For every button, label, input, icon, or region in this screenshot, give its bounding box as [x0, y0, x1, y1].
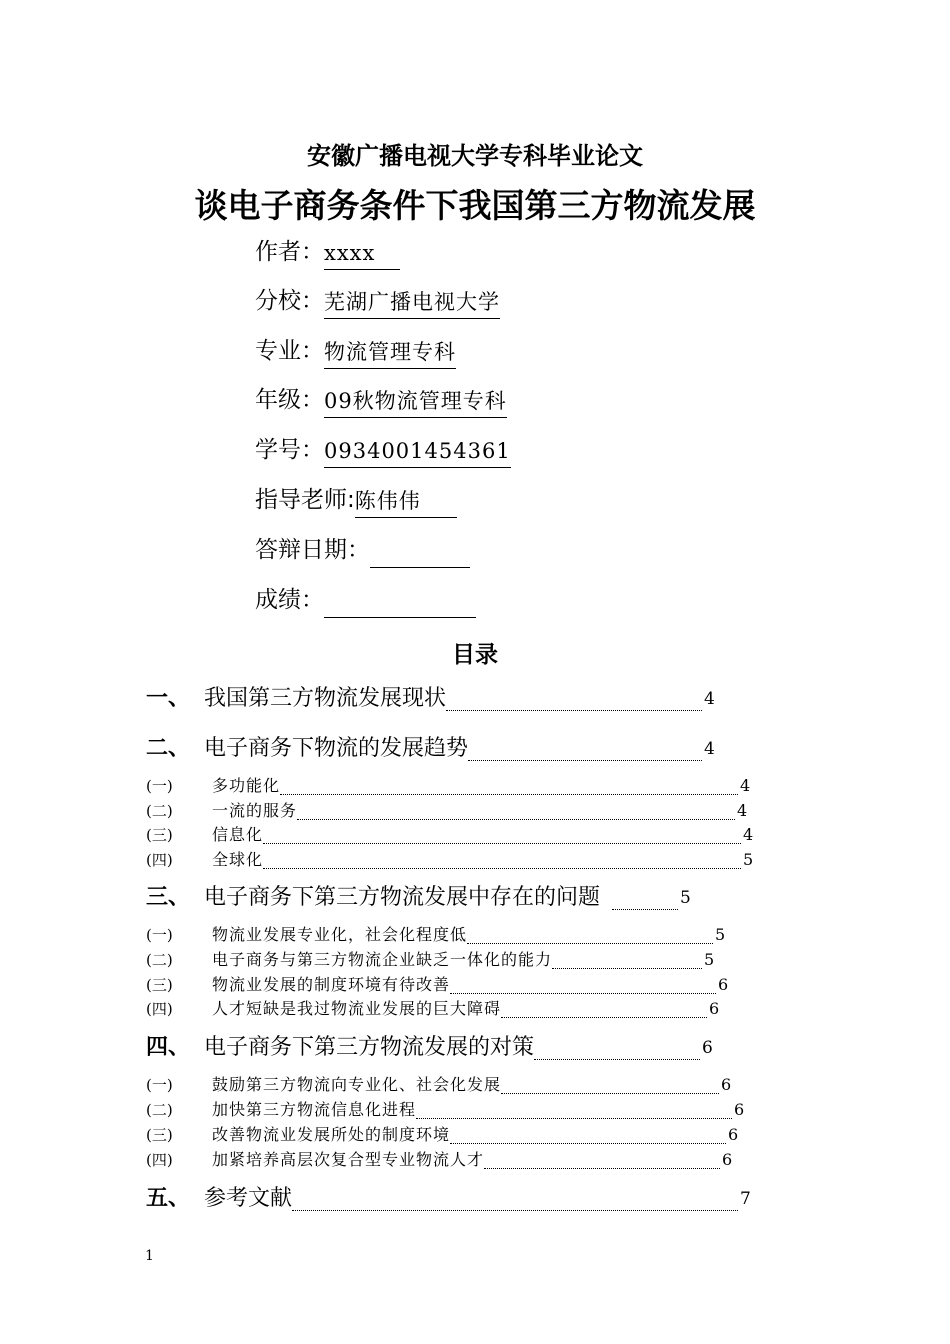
student-id-label: 学号： [255, 437, 324, 463]
advisor-row [255, 482, 457, 518]
toc-leader-dots [446, 690, 702, 711]
defense-date-blank [370, 537, 470, 568]
toc-subsection-title: 多功能化 [212, 776, 281, 795]
branch-value: 芜湖广播电视大学 [324, 285, 500, 319]
toc-leader-dots [534, 1039, 700, 1060]
toc-subsection[interactable] [146, 948, 714, 972]
toc-subsection[interactable] [146, 1073, 731, 1097]
toc-leader-dots [501, 1001, 707, 1018]
toc-subsection-title: 电子商务与第三方物流企业缺乏一体化的能力 [212, 950, 553, 969]
grade-label: 年级： [255, 387, 324, 413]
toc-section-title: 参考文献 [204, 1186, 293, 1211]
toc-subsection[interactable] [146, 997, 719, 1021]
toc-subsection-number: (三) [146, 1126, 173, 1144]
toc-subsection-title: 全球化 [212, 850, 264, 869]
grade-value: 09秋物流管理专科 [324, 384, 507, 418]
defense-date-row [255, 532, 470, 568]
toc-heading: 目录 [452, 642, 498, 668]
toc-leader-dots [501, 1077, 719, 1094]
toc-page-number: 6 [702, 1038, 713, 1058]
toc-subsection-number: (一) [146, 777, 173, 795]
toc-subsection[interactable] [146, 823, 753, 847]
grade-row [255, 382, 507, 418]
toc-section-title: 电子商务下第三方物流发展中存在的问题 [204, 885, 601, 910]
toc-page-number: 5 [715, 925, 726, 944]
toc-leader-dots [450, 1127, 726, 1144]
toc-section-number: 二、 [146, 736, 191, 761]
toc-page-number: 5 [680, 888, 691, 908]
score-blank [324, 587, 476, 618]
toc-section-1[interactable] [146, 684, 715, 714]
advisor-value: 陈伟伟 [355, 484, 457, 518]
toc-section-4[interactable] [146, 1033, 713, 1063]
advisor-label: 指导老师: [255, 487, 355, 513]
toc-page-number: 5 [704, 950, 715, 969]
document-title: 谈电子商务条件下我国第三方物流发展 [194, 186, 756, 225]
toc-page-number: 4 [737, 801, 748, 820]
branch-row [255, 283, 500, 319]
author-value: xxxx [324, 236, 400, 270]
major-row [255, 333, 456, 369]
score-label: 成绩： [255, 587, 324, 613]
toc-leader-dots [292, 1190, 738, 1211]
toc-subsection[interactable] [146, 799, 747, 823]
page-number: 1 [145, 1248, 154, 1264]
toc-page-number: 6 [709, 999, 720, 1018]
toc-subsection-title: 物流业发展专业化，社会化程度低 [212, 925, 468, 944]
toc-subsection-title: 改善物流业发展所处的制度环境 [212, 1125, 451, 1144]
toc-section-number: 一、 [146, 686, 191, 711]
toc-leader-dots [297, 803, 735, 820]
toc-section-5[interactable] [146, 1184, 751, 1214]
toc-leader-dots [263, 827, 741, 844]
major-label: 专业： [255, 338, 324, 364]
toc-leader-dots [467, 927, 713, 944]
toc-subsection[interactable] [146, 774, 750, 798]
student-id-value: 0934001454361 [324, 434, 511, 468]
toc-section-number: 三、 [146, 885, 191, 910]
toc-subsection-number: (一) [146, 1076, 173, 1094]
toc-subsection-number: (一) [146, 926, 173, 944]
toc-page-number: 6 [734, 1100, 745, 1119]
toc-leader-dots [484, 1152, 720, 1169]
toc-subsection-number: (二) [146, 1101, 173, 1119]
toc-section-number: 五、 [146, 1186, 191, 1211]
toc-leader-dots [612, 889, 678, 910]
defense-date-label: 答辩日期： [255, 537, 370, 563]
toc-subsection-title: 加紧培养高层次复合型专业物流人才 [212, 1150, 485, 1169]
toc-section-title: 电子商务下物流的发展趋势 [204, 736, 469, 761]
author-row [255, 234, 400, 270]
toc-leader-dots [552, 952, 702, 969]
toc-subsection-number: (二) [146, 951, 173, 969]
toc-subsection[interactable] [146, 973, 728, 997]
toc-subsection-title: 鼓励第三方物流向专业化、社会化发展 [212, 1075, 502, 1094]
toc-page-number: 6 [718, 975, 729, 994]
toc-subsection[interactable] [146, 1148, 732, 1172]
toc-page-number: 5 [743, 850, 754, 869]
toc-page-number: 6 [728, 1125, 739, 1144]
toc-subsection[interactable] [146, 1098, 744, 1122]
toc-page-number: 7 [740, 1189, 751, 1209]
score-row [255, 582, 476, 618]
toc-subsection-title: 物流业发展的制度环境有待改善 [212, 975, 451, 994]
toc-subsection-number: (二) [146, 802, 173, 820]
toc-section-2[interactable] [146, 734, 715, 764]
toc-subsection-title: 信息化 [212, 825, 264, 844]
toc-subsection-title: 加快第三方物流信息化进程 [212, 1100, 417, 1119]
toc-leader-dots [450, 977, 716, 994]
toc-page-number: 4 [704, 739, 715, 759]
toc-subsection-title: 人才短缺是我过物流业发展的巨大障碍 [212, 999, 502, 1018]
toc-page-number: 4 [740, 776, 751, 795]
toc-leader-dots [263, 852, 741, 869]
document-subtitle: 安徽广播电视大学专科毕业论文 [307, 142, 643, 170]
toc-subsection-number: (三) [146, 976, 173, 994]
toc-leader-dots [468, 740, 702, 761]
toc-page-number: 4 [704, 689, 715, 709]
toc-section-title: 电子商务下第三方物流发展的对策 [204, 1035, 535, 1060]
toc-subsection-number: (四) [146, 1151, 173, 1169]
toc-subsection-number: (四) [146, 1000, 173, 1018]
student-id-row [255, 432, 511, 468]
toc-leader-dots [280, 778, 738, 795]
toc-section-title: 我国第三方物流发展现状 [204, 686, 447, 711]
toc-subsection[interactable] [146, 1123, 738, 1147]
toc-subsection[interactable] [146, 848, 753, 872]
toc-subsection-number: (三) [146, 826, 173, 844]
branch-label: 分校： [255, 288, 324, 314]
toc-page-number: 4 [743, 825, 754, 844]
toc-section-number: 四、 [146, 1035, 191, 1060]
author-label: 作者： [255, 239, 324, 265]
major-value: 物流管理专科 [324, 335, 456, 369]
toc-page-number: 6 [721, 1075, 732, 1094]
toc-section-3[interactable] [146, 883, 691, 913]
toc-leader-dots [416, 1102, 732, 1119]
toc-subsection[interactable] [146, 923, 725, 947]
toc-page-number: 6 [722, 1150, 733, 1169]
toc-subsection-title: 一流的服务 [212, 801, 298, 820]
toc-subsection-number: (四) [146, 851, 173, 869]
